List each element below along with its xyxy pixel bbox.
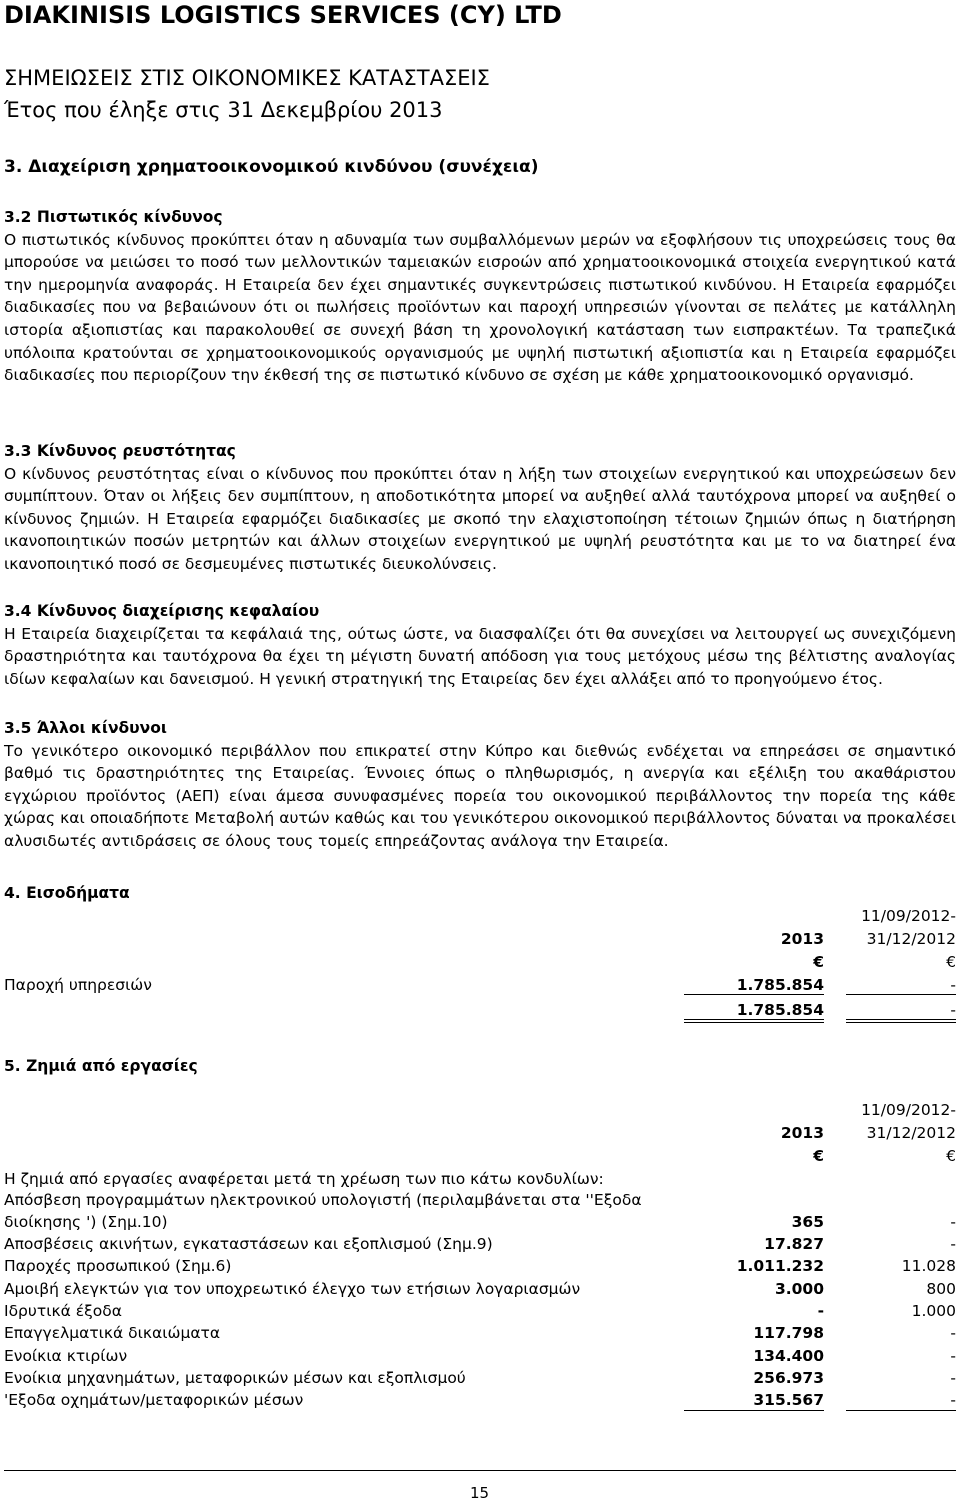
note5-row0-label-line1: Απόσβεση προγραμμάτων ηλεκτρονικού υπολογιστή (περιλαμβάνεται στα ''Εξοδα (4, 1191, 642, 1209)
note4-row-label: Παροχή υπηρεσιών (4, 976, 152, 994)
note5-row0-v2012: - (950, 1213, 956, 1231)
section-3-5-text: Το γενικότερο οικονομικό περιβάλλον που επικρατεί στην Κύπρο και διεθνώς ενδέχεται να επηρεάσει σε σημαντικό βαθμό τις δραστηριότητες της Εταιρείας. Έννοιες όπως ο πληθωρισμός, η ανεργία και εξέλιξη του ακαθάριστου εγχώριου προϊόντος (ΑΕΠ) είναι άμεσα συνυφασμένες πορεία του οικονομικού περιβάλλοντος την πορεία της κάθε χώρας και οποιαδήποτε Μεταβολή αυτών καθώς και του γενικότερου οικονομικού περιβάλλοντος δύναται να προκαλέσει αλυσιδωτές αντιδράσεις σε όλους τους τομείς επηρεάζοντας ανάλογα την Εταιρεία. (4, 741, 956, 850)
note4-subtotal-rule-prior (846, 994, 956, 995)
note5-col-prior-line2: 31/12/2012 (866, 1124, 956, 1142)
company-name: DIAKINISIS LOGISTICS SERVICES (CY) LTD (4, 1, 562, 29)
note5-row-v2012: 800 (926, 1280, 956, 1298)
document-title: ΣΗΜΕΙΩΣΕΙΣ ΣΤΙΣ ΟΙΚΟΝΟΜΙΚΕΣ ΚΑΤΑΣΤΑΣΕΙΣ (4, 66, 490, 90)
note5-row-v2012: - (950, 1324, 956, 1342)
note5-row-v2012: 1.000 (911, 1302, 956, 1320)
note4-total-v2013: 1.785.854 (736, 1001, 824, 1019)
note5-row-v2013: 3.000 (774, 1280, 824, 1298)
note4-total-v2012: - (950, 1001, 956, 1019)
period-line: Έτος που έληξε στις 31 Δεκεμβρίου 2013 (4, 98, 443, 122)
note5-row-label: Ιδρυτικά έξοδα (4, 1302, 122, 1320)
note5-row-v2013: 256.973 (753, 1369, 824, 1387)
note4-title: 4. Εισοδήματα (4, 884, 130, 902)
note5-row-v2013: 117.798 (753, 1324, 824, 1342)
note5-row-v2012: - (950, 1391, 956, 1409)
note5-col-2013: 2013 (780, 1124, 824, 1142)
note5-row-v2013: 17.827 (764, 1235, 824, 1253)
section-3-2 (4, 206, 956, 387)
note5-intro: Η ζημιά από εργασίες αναφέρεται μετά τη χρέωση των πιο κάτω κονδυλίων: (4, 1170, 604, 1188)
note5-last-rule-prior (846, 1410, 956, 1411)
page-number: 15 (470, 1484, 490, 1502)
note4-col-2013: 2013 (780, 930, 824, 948)
note5-currency-prior: € (946, 1147, 956, 1165)
section-3-5-title: 3.5 Άλλοι κίνδυνοι (4, 719, 167, 737)
note5-row-label: Επαγγελματικά δικαιώματα (4, 1324, 221, 1342)
note5-col-prior-line1: 11/09/2012- (861, 1101, 956, 1119)
section-3-5 (4, 717, 956, 853)
section-3-3 (4, 440, 956, 576)
note5-row-label: Αμοιβή ελεγκτών για τον υποχρεωτικό έλεγχο των ετήσιων λογαριασμών (4, 1280, 581, 1298)
section-3-3-text: Ο κίνδυνος ρευστότητας είναι ο κίνδυνος που προκύπτει όταν η λήξη των στοιχείων ενεργητικού και υποχρεώσεων δεν συμπίπτουν. Όταν οι λήξεις δεν συμπίπτουν, η αποδοτικότητα μπορεί να αυξηθεί αλλά ταυτόχρονα μπορεί να αυξηθεί ο κίνδυνος ζημιών. Η Εταιρεία εφαρμόζει διαδικασίες με σκοπό την ελαχιστοποίηση τέτοιων ζημιών όπως η διατήρηση ικανοποιητικών ποσών μετρητών και άλλων στοιχείων ενεργητικού με υψηλή ρευστότητα και με το να διατηρεί ένα ικανοποιητικό ποσό σε δεσμευμένες πιστωτικές διευκολύνσεις. (4, 464, 956, 573)
note5-title: 5. Ζημιά από εργασίες (4, 1057, 198, 1075)
note5-row-v2012: - (950, 1347, 956, 1365)
section-3-2-title: 3.2 Πιστωτικός κίνδυνος (4, 208, 223, 226)
note5-row-label: Παροχές προσωπικού (Σημ.6) (4, 1257, 232, 1275)
note3-heading: 3. Διαχείριση χρηματοοικονομικού κινδύνου (συνέχεια) (4, 157, 539, 177)
note4-col-prior-line2: 31/12/2012 (866, 930, 956, 948)
note5-row-label: Ενοίκια μηχανημάτων, μεταφορικών μέσων και εξοπλισμού (4, 1369, 466, 1387)
note4-row-v2013: 1.785.854 (736, 976, 824, 994)
note4-row-v2012: - (950, 976, 956, 994)
note5-row-v2013: 134.400 (753, 1347, 824, 1365)
note5-row-v2012: 11.028 (901, 1257, 956, 1275)
note5-row-v2013: - (817, 1302, 824, 1320)
section-3-3-title: 3.3 Κίνδυνος ρευστότητας (4, 442, 236, 460)
note4-subtotal-rule-2013 (684, 994, 824, 995)
section-3-4-text: Η Εταιρεία διαχειρίζεται τα κεφάλαιά της, ούτως ώστε, να διασφαλίζει ότι θα συνεχίσει να λειτουργεί ως συνεχιζόμενη δραστηριότητα και ταυτόχρονα θα έχει τη μέγιστη δυνατή απόδοση για τους μετόχους μέσω της βέλτιστης αναλογίας ιδίων κεφαλαίων και δανεισμού. Η γενική στρατηγική της Εταιρείας δεν έχει αλλάξει από το προηγούμενο έτος. (4, 624, 956, 688)
note5-row0-v2013: 365 (791, 1213, 824, 1231)
note4-total-rule-prior (846, 1019, 956, 1023)
section-3-4 (4, 600, 956, 690)
section-3-2-text: Ο πιστωτικός κίνδυνος προκύπτει όταν η αδυναμία των συμβαλλόμενων μερών να εξοφλήσουν τις υποχρεώσεις τους θα μπορούσε να μειώσει το ποσό των μελλοντικών ταμειακών εισροών από χρηματοοικονομικά στοιχεία ενεργητικού κατά την ημερομηνία αναφοράς. Η Εταιρεία δεν έχει σημαντικές συγκεντρώσεις πιστωτικού κινδύνου. Η Εταιρεία εφαρμόζει διαδικασίες που να βεβαιώνουν ότι οι πωλήσεις προϊόντων και παροχή υπηρεσιών γίνονται σε πελάτες με κατάλληλη ιστορία αξιοπιστίας και παρακολουθεί σε συνεχή βάση τη χρονολογική κατάσταση των εισπρακτέων. Τα τραπεζικά υπόλοιπα κρατούνται σε χρηματοοικονομικούς οργανισμούς με υψηλή πιστωτική αξιοπιστία και η Εταιρεία εφαρμόζει διαδικασίες που περιορίζουν την έκθεσή της σε πιστωτικό κίνδυνο σε σχέση με κάθε χρηματοοικονομικό οργανισμό. (4, 230, 956, 385)
note5-row-v2013: 1.011.232 (736, 1257, 824, 1275)
note4-currency-prior: € (946, 953, 956, 971)
note5-row-label: 'Εξοδα οχημάτων/μεταφορικών μέσων (4, 1391, 304, 1409)
section-3-4-title: 3.4 Κίνδυνος διαχείρισης κεφαλαίου (4, 602, 320, 620)
note5-currency-2013: € (813, 1147, 824, 1165)
note5-last-rule-2013 (684, 1410, 824, 1411)
note5-row-label: Αποσβέσεις ακινήτων, εγκαταστάσεων και εξοπλισμού (Σημ.9) (4, 1235, 493, 1253)
note5-row-v2012: - (950, 1369, 956, 1387)
note5-row-v2013: 315.567 (753, 1391, 824, 1409)
note5-row-label: Ενοίκια κτιρίων (4, 1347, 128, 1365)
note4-total-rule-2013 (684, 1019, 824, 1023)
note4-currency-2013: € (813, 953, 824, 971)
footer-rule (4, 1470, 956, 1471)
note5-row-v2012: - (950, 1235, 956, 1253)
note4-col-prior-line1: 11/09/2012- (861, 907, 956, 925)
note5-row0-label-line2: διοίκησης ') (Σημ.10) (4, 1213, 168, 1231)
